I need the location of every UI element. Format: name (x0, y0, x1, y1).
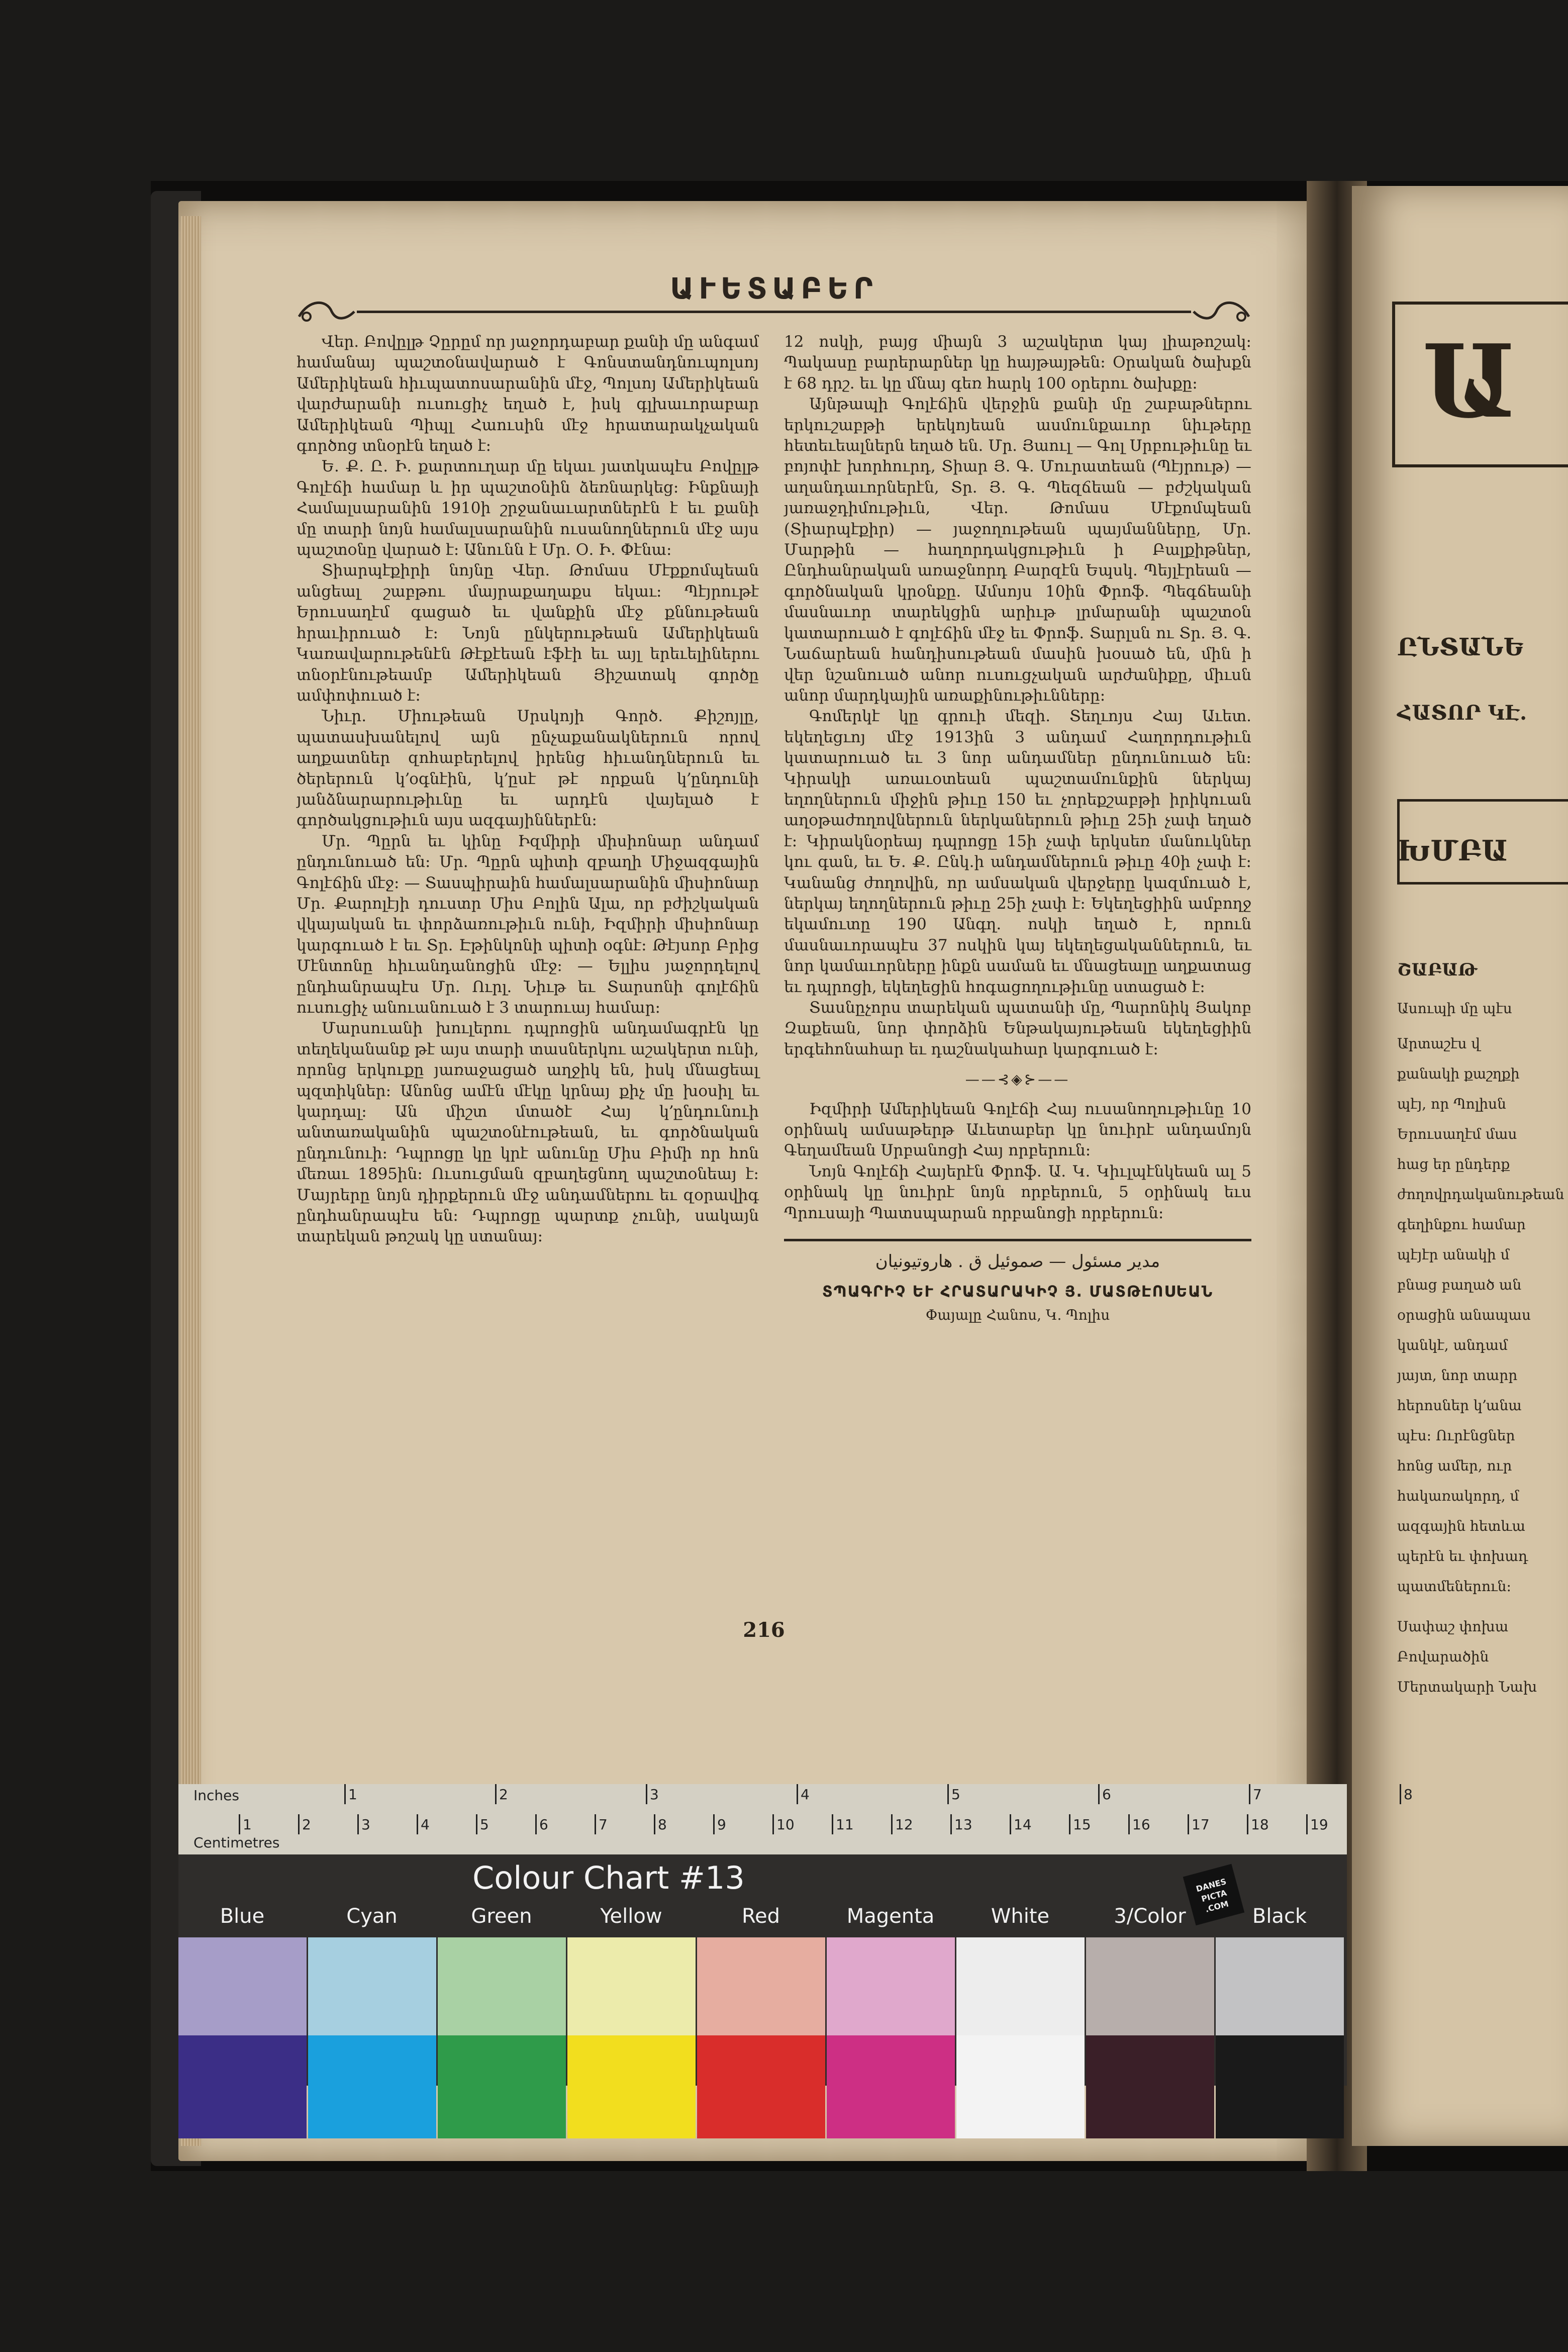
swatch-label: White (991, 1905, 1050, 1928)
cm-tick (1069, 1814, 1070, 1834)
paragraph: Տիարպէքիրի նոյնը Վեր. Թոմաս Մէքքոմպեան անցեալ շաբթու մայրաքաղաքս եկաւ։ Պէյրութէ Երուսաղէմ գացած եւ վանքին մէջ քննութեան հրաւիրուած է։ Նոյն ընկերութեան Ամերիկեան Կառավարութենէն Թէքէեան էֆէի եւ այլ երեւելիներու տնօրէնութեամբ Ամերիկեան Յիշատակ գործը ամփոփուած է։ (297, 561, 759, 705)
right-page-line: Մերտակարի Նախ (1397, 1679, 1537, 1695)
paragraph: Մարսուանի խուլերու դպրոցին անդամագրէն կը տեղեկանանք թէ այս տարի տասներկու աշակերտ ունի, որոնց երկուքը յառաջացած աղջիկ են, իսկ մնացեալ պզտիկներ։ Անոնց ամէն մէկը կրնայ քիչ մը խօսիլ եւ կարդալ։ Ան միշտ մտածէ Հայ կ՚ընդունուի անտառականին պաշտօնէութեան, եւ գործնական ընդունուի։ Դպրոցը կը կրէ անունը Միս Բիմի որ հոն մեռաւ 1895ին։ Ուսուցման զբաղեցնող պաշտօնեայ է։ Մայրերը նոյն դիրքերուն մէջ անդամներու եւ զօրավիգ ընդհանրապէս են։ Դպրոցը պարտք չունի, սակայն տարեկան թոշակ կը ստանայ։ (297, 1019, 759, 1246)
cm-tick (1010, 1814, 1011, 1834)
cm-tick (713, 1814, 715, 1834)
swatch-light (697, 1937, 825, 2035)
swatch-light (1086, 1937, 1214, 2035)
chart-title: Colour Chart #13 (472, 1859, 745, 1896)
cm-tick (772, 1814, 774, 1834)
paragraph: Ե. Ք. Ը. Ի. քարտուղար մը եկաւ յատկապէս Բովըլթ Գոլէճի համար և իր պաշտօնին ձեռնարկեց։ Ինքնայի Համալսարանին 1910ի շրջանաւարտներէն է եւ քանի մը տարի նոյն համալսարանին ուսանողներուն մէջ այս պաշտօնը վարած է։ Անունն է Մր. Օ. Ի. Փէնա։ (297, 457, 759, 559)
right-page-line: Սափաշ փոխա (1397, 1618, 1509, 1635)
right-page-line: հոնց ամեր, ուր (1397, 1457, 1512, 1474)
cm-number: 17 (1192, 1816, 1210, 1833)
ruler-cm-label: Centimetres (193, 1834, 280, 1851)
editor-line: مدير مسئول — صموئيل ق . هاروتيونيان (875, 1251, 1160, 1272)
swatch-solid (438, 2035, 566, 2138)
paragraph: 12 ոսկի, բայց միայն 3 աշակերտ կայ լիաթոշակ։ Պակասը բարերարներ կը հայթայթեն։ Օրական ծախքն է 68 դրշ. եւ կը մնայ գեռ հարկ 100 օրերու ծախքը։ (784, 333, 1251, 393)
paragraph: Նոյն Գոլէճի Հայերէն Փրոֆ. Ա. Կ. Կիւլպէնկեան ալ 5 օրինակ կը նուիրէ նոյն որբերուն, 5 օրինակ եւս Պրուսայի Պատսպարան որբանոցի որբերուն։ (784, 1162, 1251, 1222)
cm-number: 15 (1073, 1816, 1091, 1833)
right-page-line: հաց եր ընդերք (1397, 1156, 1510, 1172)
address-line: Փայալը Հանոս, Կ. Պոլիս (925, 1307, 1110, 1324)
right-page-line: ՀԱՏՈՐ ԿԷ. (1397, 701, 1527, 725)
printer-line: ՏՊԱԳՐԻՉ ԵՒ ՀՐԱՏԱՐԱԿԻՉ Յ. ՄԱՏԹԷՈՍԵԱՆ (822, 1283, 1214, 1301)
initial-letter: Ա (1422, 323, 1517, 441)
right-page-line: պէյ, որ Պոլիսն (1397, 1096, 1506, 1112)
cm-number: 2 (302, 1816, 311, 1833)
cm-tick (417, 1814, 418, 1834)
page-number: 216 (743, 1618, 785, 1642)
cm-number: 11 (836, 1816, 854, 1833)
right-page-line: քանակի քաշղքի (1397, 1065, 1520, 1082)
right-page-line: պատմեներուն։ (1397, 1578, 1511, 1595)
ruler-inches-label: Inches (193, 1787, 239, 1804)
swatch-label: Black (1252, 1905, 1307, 1928)
cm-number: 13 (954, 1816, 972, 1833)
swatch-light (308, 1937, 436, 2035)
cm-tick (1306, 1814, 1308, 1834)
swatch-solid (308, 2035, 436, 2138)
inch-tick (797, 1784, 798, 1804)
right-page-line: օրացին անապաս (1397, 1307, 1531, 1323)
inch-number: 4 (801, 1786, 810, 1803)
cm-number: 18 (1251, 1816, 1269, 1833)
right-page-line: պերէն եւ փոխադ (1397, 1548, 1528, 1564)
cm-tick (832, 1814, 833, 1834)
page-header (297, 271, 1251, 327)
inch-number: 5 (951, 1786, 960, 1803)
swatch-solid (178, 2035, 307, 2138)
cm-number: 9 (717, 1816, 726, 1833)
right-page-line: կանկէ, անդամ (1397, 1337, 1508, 1353)
paragraph: Մր. Պըրն եւ կինը Իզմիրի միսիոնար անդամ ընդունուած են։ Մր. Պըրն պիտի զբաղի Միջազգային Գոլէճին մէջ։ — Տասպիրաին համալսարանին միսիոնար Մր. Քարոլէյի դուստր Միս Բոլին Ալա, որ բժիշկական վկայական եւ փորձառութիւն ունի, Իզմիրի միսիոնար կարգուած է եւ Տր. Էթինկոնի պիտի օգնէ։ Թէյսոր Բրից Մէնտոնը հիւանդանոցին մէջ։ — Ելլիս յաջորդելով ընդհանրապէս Մր. Ուրլ. Նիւթ եւ Տարսոնի գոլէճին ուսուցիչ անուանուած է 3 տարուայ համար։ (297, 832, 759, 1017)
swatch-light (567, 1937, 696, 2035)
right-page-line: հերոսներ կ՚անա (1397, 1397, 1522, 1414)
danes-picta-logo: DANES PICTA .COM (1183, 1864, 1244, 1925)
right-page-line: հակառակորդ, մ (1397, 1488, 1519, 1504)
swatch-label: Magenta (846, 1905, 935, 1928)
ruler (178, 1784, 1413, 1854)
right-page-line: բնաց բաղած ան (1397, 1277, 1522, 1293)
paragraph: Տասնըչորս տարեկան պատանի մը, Պարոնիկ Յակոբ Զաքեան, նոր փորձին Ենթակայութեան եկեղեցիին երգեհոնահար եւ դաշնակահար կարգուած է։ (784, 999, 1251, 1058)
cm-number: 7 (599, 1816, 608, 1833)
right-page-line: Երուսաղէմ մաս (1397, 1126, 1517, 1142)
paragraph: Նիւր. Միութեան Սրսկոյի Գործ. Քիշոյլը, պատասխանելով այն ընչաքանակներուն որով աղքատներ զոհաբերելով իրենց հիւանդներուն եւ ծերերուն կ՚օգնէին, կ՚ըսէ թէ որքան կ՚ընդունի յանձնարարութիւնը եւ արդէն վայելած է գործակցութիւն այս ազգայիններէն։ (297, 707, 759, 830)
header-rule (357, 311, 1191, 313)
right-page-line: գեղինքու համար (1397, 1216, 1526, 1233)
inch-tick (344, 1784, 346, 1804)
right-page-line: պէյէր անակի մ (1397, 1246, 1510, 1263)
right-page-line: ՇԱԲԱԹ (1397, 960, 1478, 980)
cm-number: 5 (480, 1816, 489, 1833)
cm-tick (950, 1814, 952, 1834)
footer-rule (784, 1239, 1251, 1241)
right-page-line: պէս։ Ուրէնցներ (1397, 1427, 1515, 1444)
cm-tick (239, 1814, 240, 1834)
cm-number: 14 (1014, 1816, 1032, 1833)
right-page-line: ժողովրդականութեան (1397, 1186, 1564, 1203)
inch-number: 3 (650, 1786, 659, 1803)
right-page-line: Ասուպի մը պէս (1397, 1000, 1512, 1017)
swatch-solid (956, 2035, 1085, 2138)
cm-tick (357, 1814, 359, 1834)
cm-number: 8 (658, 1816, 667, 1833)
inch-number: 7 (1253, 1786, 1262, 1803)
right-page-line: ԸՆՏԱՆԵ (1397, 633, 1524, 661)
swatch-label: Cyan (346, 1905, 398, 1928)
cm-number: 4 (421, 1816, 430, 1833)
swatch-light (438, 1937, 566, 2035)
right-page-line: ԽՄԲԱ (1397, 834, 1508, 867)
inch-tick (495, 1784, 497, 1804)
inch-tick (646, 1784, 647, 1804)
cm-tick (1188, 1814, 1189, 1834)
cm-number: 6 (539, 1816, 548, 1833)
cm-number: 19 (1310, 1816, 1328, 1833)
swatch-label: Yellow (600, 1905, 662, 1928)
cm-tick (476, 1814, 477, 1834)
page-title: ԱՒԵՏԱԲԵՐ (670, 271, 878, 306)
right-page-line: ազգային հետևա (1397, 1518, 1526, 1534)
cm-tick (1247, 1814, 1248, 1834)
swatch-label: Red (742, 1905, 780, 1928)
cm-tick (298, 1814, 300, 1834)
swatch-light (178, 1937, 307, 2035)
swatch-label: Green (471, 1905, 532, 1928)
swatch-label: Blue (220, 1905, 265, 1928)
inch-tick (1098, 1784, 1100, 1804)
right-page-line: Արտաշէս վ (1397, 1035, 1481, 1052)
inch-number: 6 (1102, 1786, 1111, 1803)
cm-number: 3 (361, 1816, 370, 1833)
inch-tick (1400, 1784, 1401, 1804)
right-page-line: Բովարածին (1397, 1648, 1489, 1665)
left-text-column (297, 332, 759, 1247)
inch-number: 1 (348, 1786, 357, 1803)
swatch-light (827, 1937, 955, 2035)
swatch-solid (697, 2035, 825, 2138)
paragraph: Այնթապի Գոլէճին վերջին քանի մը շաբաթներու երկուշաբթի երեկոյեան ասմունքաւոր նիւթերը հետեւեալներն եղած են. Մր. Յաուլ — Գոլ Սրբութիւնը եւ բոյոփէ խորհուրդ, Տիար Յ. Գ. Մուրատեան (Պէյրութ) — աղանդաւորներէն, Տր. Յ. Գ. Պեզճեան — բժշկական յառաջդիմութիւն, Վեր. Թոմաս Մէքոմպեան (Տիարպէքիր) — յաջողութեան պայմանները, Մր. Մարթին — հաղորդակցութիւն ի Բալքիթներ, Ընդհանրական առաջնորդ Բարզէն Եպսկ. Պեյլէրեան — գործնական կրօնքը. Ամսոյս 10ին Փրոֆ. Պեգճեանի մասնաւոր տարեկցին արիւթ լրմարանի պաշտօն կատարուած է գոլէճին մէջ եւ Փրոֆ. Տարլսն ու Տր. Յ. Գ. Նաճարեան հանդիսութեան մասին խօսած են, մին ի վեր նշանուած անոր ուսուցչական արժանիքը, միւսն անոր մարդկային առաքինութիւնները։ (784, 395, 1251, 705)
swatch-solid (1216, 2035, 1344, 2138)
inch-tick (947, 1784, 949, 1804)
header-ornament-right-icon (1191, 297, 1251, 327)
section-divider: ——⊰◈⊱—— (965, 1071, 1070, 1088)
inch-number: 8 (1404, 1786, 1413, 1803)
cm-number: 16 (1132, 1816, 1150, 1833)
swatch-light (1216, 1937, 1344, 2035)
paragraph: Գոմերկէ կը գրուի մեզի. Տեղւոյս Հայ Աւետ. եկեղեցւոյ մէջ 1913ին 3 անդամ Հաղորդութիւն կատարուած եւ 3 նոր անդամներ ընդունուած են։ Կիրակի առաւօտեան պաշտամունքին ներկայ եղողներուն միջին թիւը 150 եւ չորեքշաբթի իրիկուան աղօթաժողովներուն ներկաներուն թիւը 25ի չափ եղած է։ Կիրակնօրեայ դպրոցը 15ի չափ երկսեռ մանուկներ կու գան, եւ Ե. Ք. Ընկ.ի անդամներուն թիւը 40ի չափ է։ Կանանց ժողովին, որ ամսական վերջերը կազմուած է, ներկայ եղողներուն թիւը 25ի չափ է։ Եկեղեցիին ամբողջ եկամուտը 190 Անգղ. ոսկի եղած է, որուն մասնաւորապէս 37 ոսկին կայ եկեղեցականներուն, եւ նոր կամաւորները ինքն սաման եւ մնացեալը աղքատաց եւ դպրոցի, եկեղեցին հոգացողութիւնը ստացած է։ (784, 707, 1251, 996)
cm-tick (595, 1814, 596, 1834)
right-page-line: յայտ, նոր տարր (1397, 1367, 1518, 1384)
swatch-light (956, 1937, 1085, 2035)
swatch-label: 3/Color (1114, 1905, 1186, 1928)
inch-number: 2 (499, 1786, 508, 1803)
inch-tick (1249, 1784, 1250, 1804)
cm-number: 12 (895, 1816, 913, 1833)
swatch-solid (1086, 2035, 1214, 2138)
swatch-solid (567, 2035, 696, 2138)
cm-tick (1128, 1814, 1130, 1834)
paragraph: Վեր. Բովըլթ Չըրըմ որ յաջորդաբար քանի մը անգամ համանայ պաշտօնավարած է Գոնստանդնուպոլսոյ Ամերիկեան հիւպատոսարանին մէջ, Պոլսոյ Ամերիկեան վարժարանի ուսուցիչ եղած է, իսկ գլխաւորաբար Ամերիկեան Պիպլ Հաուսին մէջ հրատարակչական գործոց տնօրէն եղած է։ (297, 333, 759, 455)
paragraph: Իզմիրի Ամերիկեան Գոլէճի Հայ ուսանողութիւնը 10 օրինակ ամսաթերթ Աւետաբեր կը նուիրէ անդամոյն Գեղամեան Սրբանոցի Հայ որբերուն։ (784, 1100, 1251, 1160)
cm-number: 1 (243, 1816, 252, 1833)
swatch-solid (827, 2035, 955, 2138)
cm-tick (535, 1814, 537, 1834)
cm-tick (654, 1814, 655, 1834)
cm-number: 10 (776, 1816, 795, 1833)
right-text-column (784, 332, 1251, 1326)
cm-tick (891, 1814, 893, 1834)
